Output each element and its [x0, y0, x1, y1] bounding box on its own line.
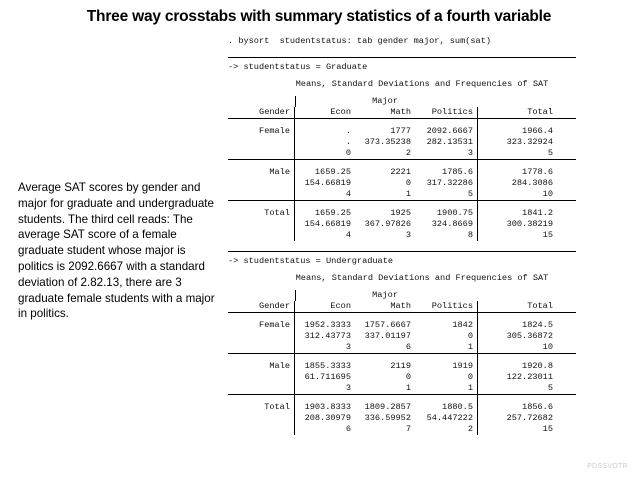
column-header: Math: [390, 301, 411, 311]
table-cell: 1785.6: [442, 167, 473, 177]
table-cell: 1778.6: [522, 167, 553, 177]
table-cell: 284.3086: [511, 178, 553, 188]
table-cell: 1: [467, 342, 473, 352]
crosstab-section: [228, 57, 576, 251]
table-cell: 7: [405, 424, 411, 434]
crosstab-section: [228, 251, 576, 445]
table-cell: 257.72682: [506, 413, 553, 423]
row-label: Female: [259, 126, 290, 136]
row-label: Male: [269, 167, 290, 177]
table-cell: 6: [405, 342, 411, 352]
table-cell: 15: [542, 230, 553, 240]
table-cell: 3: [405, 230, 411, 240]
table-cell: 10: [542, 342, 553, 352]
table-cell: 336.59952: [364, 413, 411, 423]
column-header-row: [228, 301, 576, 312]
column-header-row: [228, 107, 576, 118]
table-cell: 323.32924: [506, 137, 553, 147]
table-cell: 4: [345, 189, 351, 199]
table-cell: 1855.3333: [304, 361, 351, 371]
table-cell: 15: [542, 424, 553, 434]
row-label: Total: [264, 208, 290, 218]
table-cell: 305.36872: [506, 331, 553, 341]
table-row: [228, 320, 576, 331]
table-cell: 2119: [390, 361, 411, 371]
table-cell: 3: [345, 342, 351, 352]
slide-title: Three way crosstabs with summary statistics of a fourth variable: [86, 8, 552, 25]
table-row: [228, 383, 576, 394]
table-cell: 1919: [452, 361, 473, 371]
table-cell: 6: [345, 424, 351, 434]
table-cell: 300.38219: [506, 219, 553, 229]
table-cell: 0: [345, 148, 351, 158]
major-label: Major: [372, 96, 398, 106]
table-cell: 1842: [452, 320, 473, 330]
table-row: [228, 361, 576, 372]
table-cell: 154.66819: [304, 219, 351, 229]
table-cell: 1757.6667: [364, 320, 411, 330]
spacer-row: [228, 118, 576, 126]
table-subtitle: Means, Standard Deviations and Frequencies of SAT: [295, 273, 549, 283]
column-header: Gender: [259, 301, 290, 311]
table-cell: 4: [345, 230, 351, 240]
column-header: Politics: [431, 301, 473, 311]
table-cell: 1: [405, 383, 411, 393]
table-cell: 5: [467, 189, 473, 199]
table-cell: 5: [547, 148, 553, 158]
table-cell: 1920.8: [522, 361, 553, 371]
table-cell: 0: [405, 178, 411, 188]
table-cell: 1952.3333: [304, 320, 351, 330]
description-text: Average SAT scores by gender and major for graduate and undergraduate students. The third cell reads: The average SAT score of a female graduate student whose major is politics is 2092.6667 with a standard deviation of 2.82.13, there are 3 graduate female students with a major in politics.: [18, 181, 215, 321]
table-cell: 5: [547, 383, 553, 393]
table-cell: 10: [542, 189, 553, 199]
table-cell: 373.35238: [364, 137, 411, 147]
table-cell: 282.13531: [426, 137, 473, 147]
table-cell: 1: [467, 383, 473, 393]
table-cell: 1880.5: [442, 402, 473, 412]
table-row: [228, 331, 576, 342]
table-row: [228, 372, 576, 383]
table-cell: 1925: [390, 208, 411, 218]
table-cell: 1659.25: [314, 208, 351, 218]
table-cell: .: [345, 137, 351, 147]
row-label: Female: [259, 320, 290, 330]
table-row: [228, 137, 576, 148]
table-cell: 337.01197: [364, 331, 411, 341]
table-cell: 1966.4: [522, 126, 553, 136]
table-cell: 54.447222: [426, 413, 473, 423]
column-header: Econ: [330, 301, 351, 311]
spacer-row: [228, 353, 576, 361]
watermark: PDSSVOTR: [587, 463, 628, 470]
table-cell: 1903.8333: [304, 402, 351, 412]
table-cell: 2092.6667: [426, 126, 473, 136]
column-header: Total: [527, 301, 553, 311]
table-cell: 1809.2857: [364, 402, 411, 412]
spacer-row: [228, 200, 576, 208]
table-cell: .: [345, 126, 351, 136]
table-cell: 1824.5: [522, 320, 553, 330]
table-row: [228, 126, 576, 137]
table-cell: 1900.75: [436, 208, 473, 218]
table-cell: 122.23011: [506, 372, 553, 382]
table-cell: 2: [405, 148, 411, 158]
table-cell: 3: [345, 383, 351, 393]
table-cell: 1: [405, 189, 411, 199]
table-cell: 61.711695: [304, 372, 351, 382]
command-line: . bysort studentstatus: tab gender major, sum(sat): [228, 36, 492, 46]
column-header: Total: [527, 107, 553, 117]
row-label: Total: [264, 402, 290, 412]
row-label: Male: [269, 361, 290, 371]
table-cell: 1659.25: [314, 167, 351, 177]
table-row: [228, 230, 576, 241]
table-cell: 8: [467, 230, 473, 240]
table-cell: 312.43773: [304, 331, 351, 341]
section-header: -> studentstatus = Undergraduate: [228, 256, 394, 266]
table-row: [228, 342, 576, 353]
column-header: Math: [390, 107, 411, 117]
table-cell: 3: [467, 148, 473, 158]
column-header: Econ: [330, 107, 351, 117]
table-cell: 324.8669: [431, 219, 473, 229]
table-cell: 0: [467, 331, 473, 341]
table-cell: 2221: [390, 167, 411, 177]
spacer-row: [228, 159, 576, 167]
spacer-row: [228, 312, 576, 320]
table-cell: 1856.6: [522, 402, 553, 412]
table-row: [228, 208, 576, 219]
major-header-row: [228, 290, 576, 301]
table-subtitle: Means, Standard Deviations and Frequencies of SAT: [295, 79, 549, 89]
table-cell: 1841.2: [522, 208, 553, 218]
table-row: [228, 178, 576, 189]
table-row: [228, 148, 576, 159]
table-cell: 1777: [390, 126, 411, 136]
table-cell: 208.30979: [304, 413, 351, 423]
spacer-row: [228, 394, 576, 402]
table-cell: 2: [467, 424, 473, 434]
table-cell: 154.66819: [304, 178, 351, 188]
table-row: [228, 189, 576, 200]
table-cell: 0: [467, 372, 473, 382]
stata-output: [228, 36, 576, 445]
table-row: [228, 413, 576, 424]
table-cell: 367.97826: [364, 219, 411, 229]
table-row: [228, 424, 576, 435]
column-header: Gender: [259, 107, 290, 117]
table-cell: 317.32286: [426, 178, 473, 188]
column-header: Politics: [431, 107, 473, 117]
table-row: [228, 402, 576, 413]
major-header-row: [228, 96, 576, 107]
table-cell: 0: [405, 372, 411, 382]
table-row: [228, 219, 576, 230]
section-header: -> studentstatus = Graduate: [228, 62, 368, 72]
table-row: [228, 167, 576, 178]
major-label: Major: [372, 290, 398, 300]
